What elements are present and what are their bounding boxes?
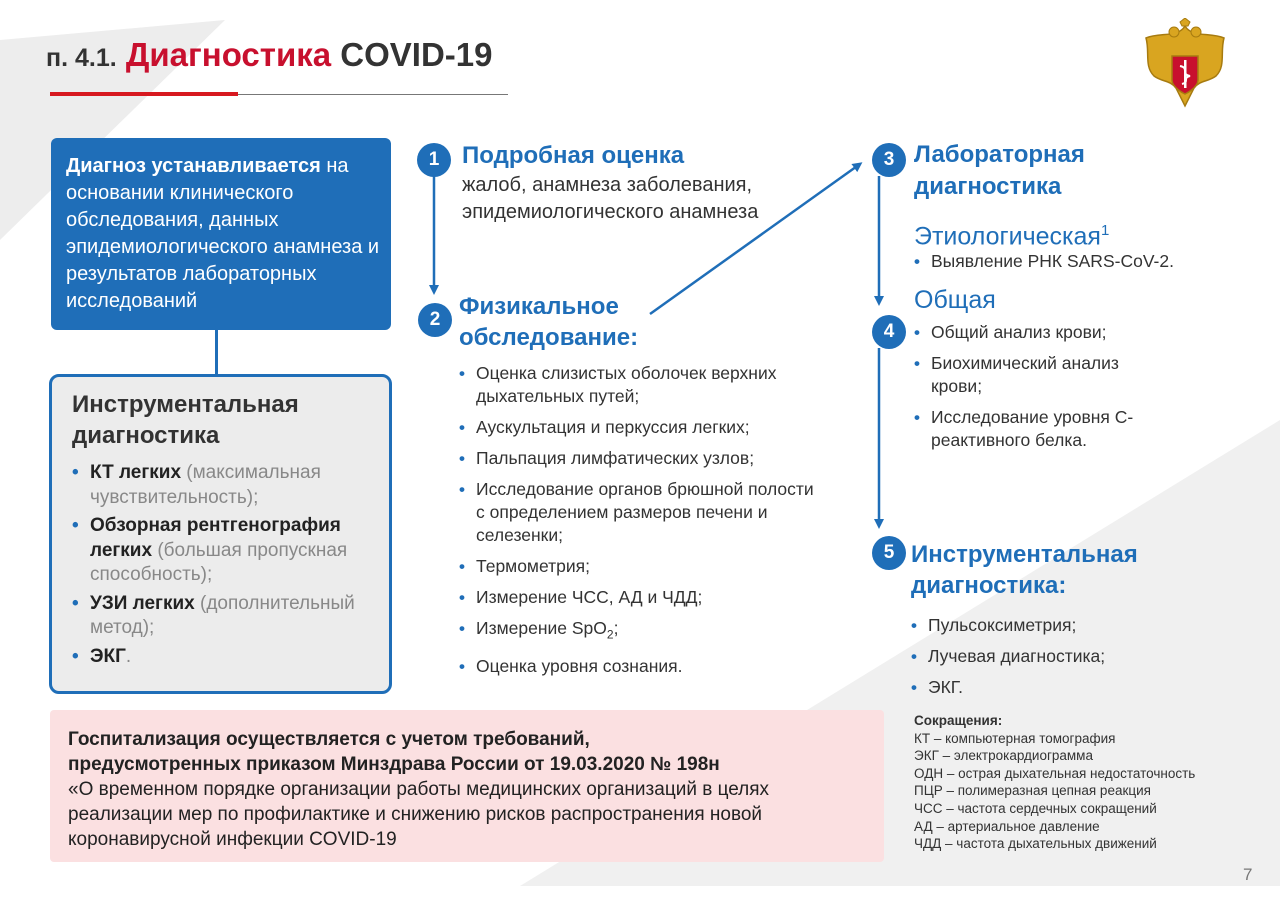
list-item: • Оценка уровня сознания. bbox=[459, 655, 683, 676]
step-3-title-line2: диагностика bbox=[914, 173, 1062, 200]
step-5-title-line2: диагностика: bbox=[911, 572, 1067, 599]
abbreviation-item: ПЦР – полимеразная цепная реакция bbox=[914, 783, 1151, 799]
bullet-icon: • bbox=[459, 364, 465, 383]
list-item: • Обзорная рентгенография легких (большая пропускная способность); bbox=[72, 515, 348, 585]
hosp-bold-line1: Госпитализация осуществляется с учетом требований, bbox=[68, 729, 590, 750]
title-dark: COVID-19 bbox=[340, 36, 493, 73]
bullet-icon: • bbox=[911, 647, 917, 666]
bullet-icon: • bbox=[911, 616, 917, 635]
step-4-circle: 4 bbox=[872, 315, 906, 349]
connector-line bbox=[215, 330, 218, 375]
list-item: • Исследование органов брюшной полости с определением размеров печени и селезенки; bbox=[459, 479, 814, 545]
list-item: • Исследование уровня С-реактивного белка. bbox=[914, 407, 1134, 450]
bullet-icon: • bbox=[72, 645, 79, 667]
bullet-icon: • bbox=[911, 678, 917, 697]
title-underline-red bbox=[50, 92, 238, 96]
step-5-title-line1: Инструментальная bbox=[911, 541, 1138, 568]
bullet-icon: • bbox=[459, 480, 465, 499]
etiological-list bbox=[914, 250, 1244, 273]
bullet-icon: • bbox=[914, 354, 920, 373]
step-2-title-line2: обследование: bbox=[459, 324, 639, 351]
bullet-icon: • bbox=[459, 449, 465, 468]
instrumental-right-list bbox=[911, 614, 1171, 699]
bullet-icon: • bbox=[72, 515, 79, 536]
bullet-icon: • bbox=[459, 656, 465, 676]
list-item: • Пульсоксиметрия; bbox=[911, 615, 1077, 635]
bullet-icon: • bbox=[459, 588, 465, 607]
step-1-text: жалоб, анамнеза заболевания, эпидемиологического анамнеза bbox=[462, 174, 759, 223]
list-item: • ЭКГ. bbox=[72, 645, 377, 670]
diagnosis-bold: Диагноз устанавливается bbox=[66, 155, 321, 177]
bullet-icon: • bbox=[72, 592, 79, 614]
step-5-circle: 5 bbox=[872, 536, 906, 570]
list-item: • КТ легких (максимальная чувствительность); bbox=[72, 462, 321, 508]
page-title bbox=[46, 36, 492, 74]
blood-tests-list bbox=[914, 321, 1134, 452]
instrumental-title: Инструментальная диагностика bbox=[72, 391, 299, 449]
abbreviation-item: ОДН – острая дыхательная недостаточность bbox=[914, 765, 1196, 781]
list-item: • Термометрия; bbox=[459, 556, 590, 576]
list-item: • Выявление РНК SARS-CoV-2. bbox=[914, 251, 1174, 271]
bullet-icon: • bbox=[914, 408, 920, 427]
diagnosis-text: на основании клинического обследования, данных эпидемиологического анамнеза и результатов лабораторных исследований bbox=[66, 155, 380, 312]
etiological-title: Этиологическая$^1$ bbox=[914, 222, 1110, 251]
step-2-title-line1: Физикальное bbox=[459, 293, 619, 320]
hosp-text: «О временном порядке организации работы медицинских организаций в целях реализации мер по профилактике и снижению рисков распространения новой коронавирусной инфекции COVID-19 bbox=[68, 779, 770, 850]
bullet-icon: • bbox=[72, 462, 79, 483]
diagnosis-box bbox=[51, 138, 391, 330]
list-item: • Общий анализ крови; bbox=[914, 322, 1107, 342]
step-3-title-line1: Лабораторная bbox=[914, 141, 1085, 168]
list-item: • Аускультация и перкуссия легких; bbox=[459, 417, 750, 437]
physical-exam-list bbox=[459, 362, 824, 678]
list-item: • Лучевая диагностика; bbox=[911, 646, 1106, 666]
list-item: • ЭКГ. bbox=[911, 677, 963, 697]
step-1-circle: 1 bbox=[417, 143, 451, 177]
general-title: Общая bbox=[914, 286, 996, 314]
abbreviation-item: ЭКГ – электрокардиограмма bbox=[914, 748, 1093, 764]
ministry-emblem-icon bbox=[1140, 18, 1230, 114]
abbreviation-item: АД – артериальное давление bbox=[914, 818, 1100, 834]
step-3-circle: 3 bbox=[872, 143, 906, 177]
hosp-bold-line2: предусмотренных приказом Минздрава России от 19.03.2020 № 198н bbox=[68, 754, 720, 775]
abbreviations-block bbox=[914, 712, 1195, 853]
step-1-title: Подробная оценка bbox=[462, 142, 685, 169]
bullet-icon: • bbox=[459, 418, 465, 437]
hospitalization-box bbox=[50, 710, 884, 862]
instrumental-box bbox=[49, 374, 392, 694]
list-item: • Пальпация лимфатических узлов; bbox=[459, 448, 755, 468]
abbreviation-item: ЧСС – частота сердечных сокращений bbox=[914, 800, 1157, 816]
bullet-icon: • bbox=[914, 323, 920, 342]
title-red: Диагностика bbox=[125, 36, 332, 73]
list-item: • Биохимический анализ крови; bbox=[914, 353, 1119, 396]
list-item: • Измерение ЧСС, АД и ЧДД; bbox=[459, 587, 703, 607]
list-item: • УЗИ легких (дополнительный метод); bbox=[72, 592, 355, 638]
abbreviation-item: ЧДД – частота дыхательных движений bbox=[914, 836, 1157, 852]
abbreviations-title: Сокращения: bbox=[914, 713, 1003, 728]
section-number: п. 4.1. bbox=[46, 44, 117, 72]
title-underline-gray bbox=[238, 94, 508, 95]
instrumental-list bbox=[72, 461, 377, 669]
list-item: • Измерение SpO$_2$; bbox=[459, 618, 619, 642]
page-number: 7 bbox=[1243, 865, 1253, 884]
bullet-icon: • bbox=[914, 252, 920, 271]
abbreviation-item: КТ – компьютерная томография bbox=[914, 730, 1116, 746]
step-2-circle: 2 bbox=[418, 303, 452, 337]
bullet-icon: • bbox=[459, 619, 465, 638]
list-item: • Оценка слизистых оболочек верхних дыхательных путей; bbox=[459, 363, 777, 406]
bullet-icon: • bbox=[459, 557, 465, 576]
